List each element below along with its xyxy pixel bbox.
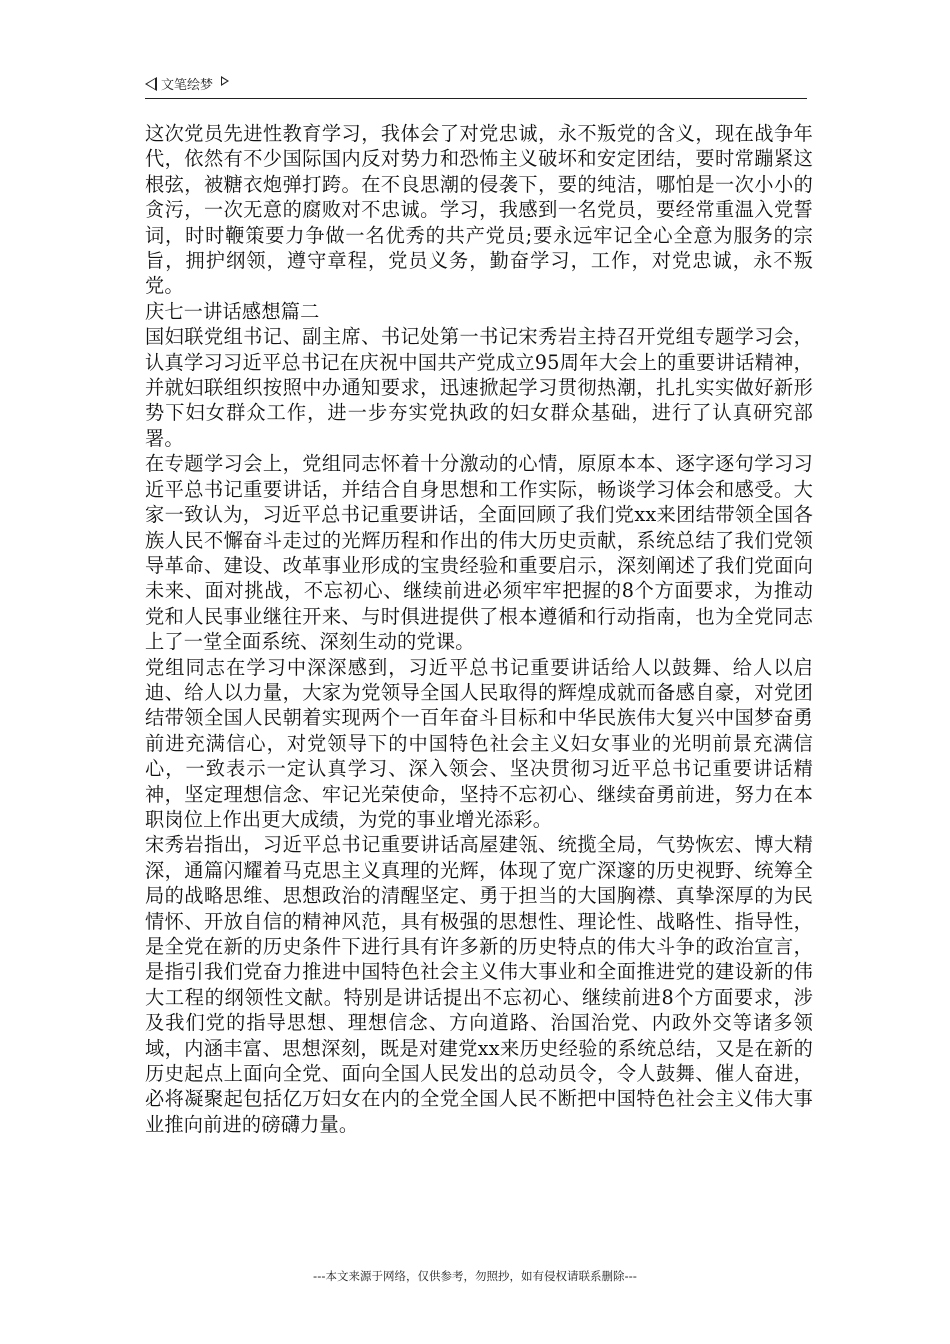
page-header [145, 72, 807, 99]
document-body [145, 121, 813, 1137]
paragraph: 国妇联党组书记、副主席、书记处第一书记宋秀岩主持召开党组专题学习会，认真学习习近平总书记在庆祝中国共产党成立95周年大会上的重要讲话精神，并就妇联组织按照中办通知要求，迅速掀起学习贯彻热潮，扎扎实实做好新形势下妇女群众工作，进一步夯实党执政的妇女群众基础，进行了认真研究部署。 [145, 325, 813, 450]
paragraph: 宋秀岩指出，习近平总书记重要讲话高屋建瓴、统揽全局，气势恢宏、博大精深，通篇闪耀着马克思主义真理的光辉，体现了宽广深邃的历史视野、统筹全局的战略思维、思想政治的清醒坚定、勇于担当的大国胸襟、真挚深厚的为民情怀、开放自信的精神风范，具有极强的思想性、理论性、战略性、指导性，是全党在新的历史条件下进行具有许多新的历史特点的伟大斗争的政治宣言，是指引我们党奋力推进中国特色社会主义伟大事业和全面推进党的建设新的伟大工程的纲领性文献。特别是讲话提出不忘初心、继续前进8个方面要求，涉及我们党的指导思想、理想信念、方向道路、治国治党、内政外交等诸多领域，内涵丰富、思想深刻，既是对建党xx来历史经验的系统总结，又是在新的历史起点上面向全党、面向全国人民发出的总动员令，令人鼓舞、催人奋进，必将凝聚起包括亿万妇女在内的全党全国人民不断把中国特色社会主义伟大事业推向前进的磅礴力量。 [145, 833, 813, 1136]
brand [145, 74, 229, 93]
paragraph: 在专题学习会上，党组同志怀着十分激动的心情，原原本本、逐字逐句学习习近平总书记重要讲话，并结合自身思想和工作实际，畅谈学习体会和感受。大家一致认为，习近平总书记重要讲话，全面回顾了我们党xx来团结带领全国各族人民不懈奋斗走过的光辉历程和作出的伟大历史贡献，系统总结了我们党领导革命、建设、改革事业形成的宝贵经验和重要启示，深刻阐述了我们党面向未来、面对挑战，不忘初心、继续前进必须牢牢把握的8个方面要求，为推动党和人民事业继往开来、与时俱进提供了根本遵循和行动指南，也为全党同志上了一堂全面系统、深刻生动的党课。 [145, 452, 813, 654]
section-heading: 庆七一讲话感想篇二 [145, 299, 320, 323]
footer-disclaimer: ---本文来源于网络，仅供参考，勿照抄，如有侵权请联系删除--- [313, 1269, 637, 1283]
right-triangle-icon [221, 76, 229, 86]
left-triangle-icon [145, 77, 157, 91]
brand-label: 文笔绘梦 [161, 78, 214, 93]
paragraph: 党组同志在学习中深深感到，习近平总书记重要讲话给人以鼓舞、给人以启迪、给人以力量，大家为党领导全国人民取得的辉煌成就而备感自豪，对党团结带领全国人民朝着实现两个一百年奋斗目标和中华民族伟大复兴中国梦奋勇前进充满信心，对党领导下的中国特色社会主义妇女事业的光明前景充满信心，一致表示一定认真学习、深入领会、坚决贯彻习近平总书记重要讲话精神，坚定理想信念、牢记光荣使命，坚持不忘初心、继续奋勇前进，努力在本职岗位上作出更大成绩，为党的事业增光添彩。 [145, 655, 813, 831]
paragraph: 这次党员先进性教育学习，我体会了对党忠诚，永不叛党的含义，现在战争年代，依然有不少国际国内反对势力和恐怖主义破坏和安定团结，要时常蹦紧这根弦，被糖衣炮弹打跨。在不良思潮的侵袭下，要的纯洁，哪怕是一次小小的贪污，一次无意的腐败对不忠诚。学习，我感到一名党员，要经常重温入党誓词，时时鞭策要力争做一名优秀的共产党员;要永远牢记全心全意为服务的宗旨，拥护纲领，遵守章程，党员义务，勤奋学习，工作，对党忠诚，永不叛党。 [145, 122, 813, 298]
